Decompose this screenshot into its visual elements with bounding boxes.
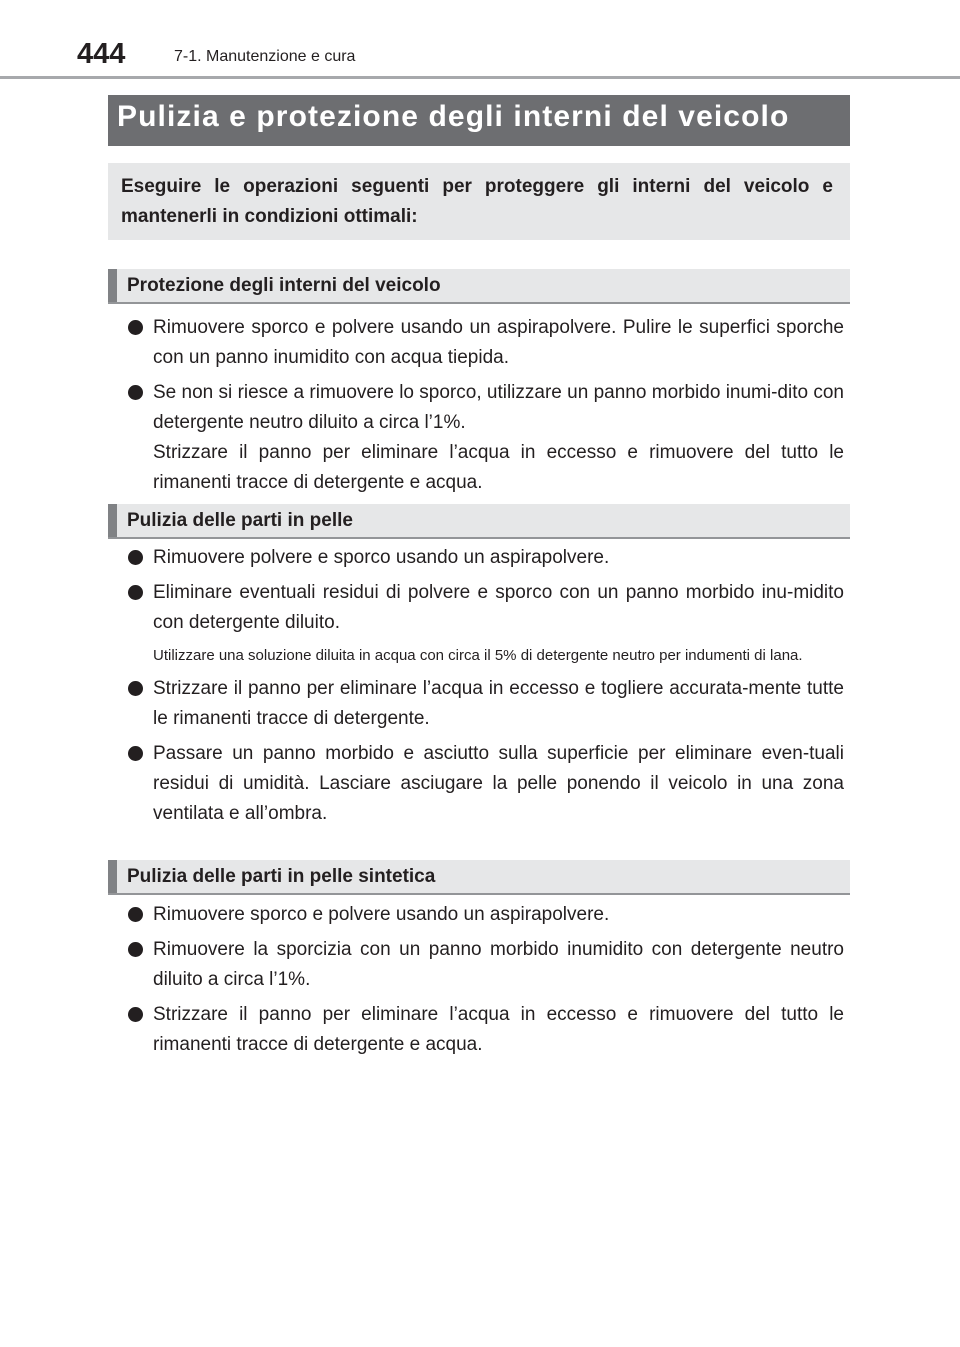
page-number: 444 xyxy=(77,38,126,70)
bullet-icon xyxy=(128,1007,143,1022)
list-item xyxy=(128,378,844,498)
list-item-text: Strizzare il panno per eliminare l’acqua in eccesso e togliere accurata-mente tutte le rimanenti tracce di detergente. xyxy=(153,678,844,729)
note-text: Utilizzare una soluzione diluita in acqua con circa il 5% di detergente neutro per indumenti di lana. xyxy=(153,647,803,664)
list-pelle xyxy=(128,543,844,834)
list-item-text: Rimuovere sporco e polvere usando un aspirapolvere. xyxy=(153,904,610,925)
list-item xyxy=(128,578,844,638)
page-header xyxy=(0,0,960,80)
page-title: Pulizia e protezione degli interni del veicolo xyxy=(117,100,790,133)
list-item xyxy=(128,1000,844,1060)
header-divider xyxy=(0,76,960,79)
subheading-pelle xyxy=(108,504,850,539)
list-item xyxy=(128,900,844,930)
subheading-pelle-sintetica xyxy=(108,860,850,895)
bullet-icon xyxy=(128,320,143,335)
list-item-text: Se non si riesce a rimuovere lo sporco, utilizzare un panno morbido inumi-dito con detergente neutro diluito a circa l’1%. Strizzare il panno per eliminare l’acqua in eccesso e rimuovere del tutto le rimanenti tracce di detergente e acqua. xyxy=(153,382,844,493)
subheading-marker xyxy=(108,504,117,537)
list-item xyxy=(128,739,844,829)
list-item-text: Rimuovere la sporcizia con un panno morbido inumidito con detergente neutro diluito a circa l’1%. xyxy=(153,939,844,990)
list-protezione xyxy=(128,313,844,503)
bullet-icon xyxy=(128,907,143,922)
bullet-icon xyxy=(128,385,143,400)
list-item-text: Strizzare il panno per eliminare l’acqua in eccesso e rimuovere del tutto le rimanenti tracce di detergente e acqua. xyxy=(153,1004,844,1055)
bullet-icon xyxy=(128,550,143,565)
list-item-text: Rimuovere sporco e polvere usando un aspirapolvere. Pulire le superfici sporche con un panno inumidito con acqua tiepida. xyxy=(153,317,844,368)
list-pelle-sintetica xyxy=(128,900,844,1065)
list-item xyxy=(128,674,844,734)
subheading-label: Pulizia delle parti in pelle xyxy=(127,510,353,531)
section-title: 7-1. Manutenzione e cura xyxy=(174,48,356,65)
subheading-protezione xyxy=(108,269,850,304)
subheading-marker xyxy=(108,269,117,302)
list-item xyxy=(128,313,844,373)
intro-text: Eseguire le operazioni seguenti per proteggere gli interni del veicolo e mantenerli in condizioni ottimali: xyxy=(121,176,833,227)
subheading-marker xyxy=(108,860,117,893)
bullet-icon xyxy=(128,942,143,957)
bullet-icon xyxy=(128,746,143,761)
bullet-icon xyxy=(128,681,143,696)
list-item-text: Rimuovere polvere e sporco usando un aspirapolvere. xyxy=(153,547,610,568)
list-item-text: Passare un panno morbido e asciutto sulla superficie per eliminare even-tuali residui di umidità. Lasciare asciugare la pelle ponendo il veicolo in una zona ventilata e all’ombra. xyxy=(153,743,844,824)
list-item-text: Eliminare eventuali residui di polvere e sporco con un panno morbido inu-midito con detergente diluito. xyxy=(153,582,844,633)
subheading-label: Protezione degli interni del veicolo xyxy=(127,275,441,296)
bullet-icon xyxy=(128,585,143,600)
subheading-label: Pulizia delle parti in pelle sintetica xyxy=(127,866,436,887)
list-item xyxy=(128,935,844,995)
list-item xyxy=(128,543,844,573)
